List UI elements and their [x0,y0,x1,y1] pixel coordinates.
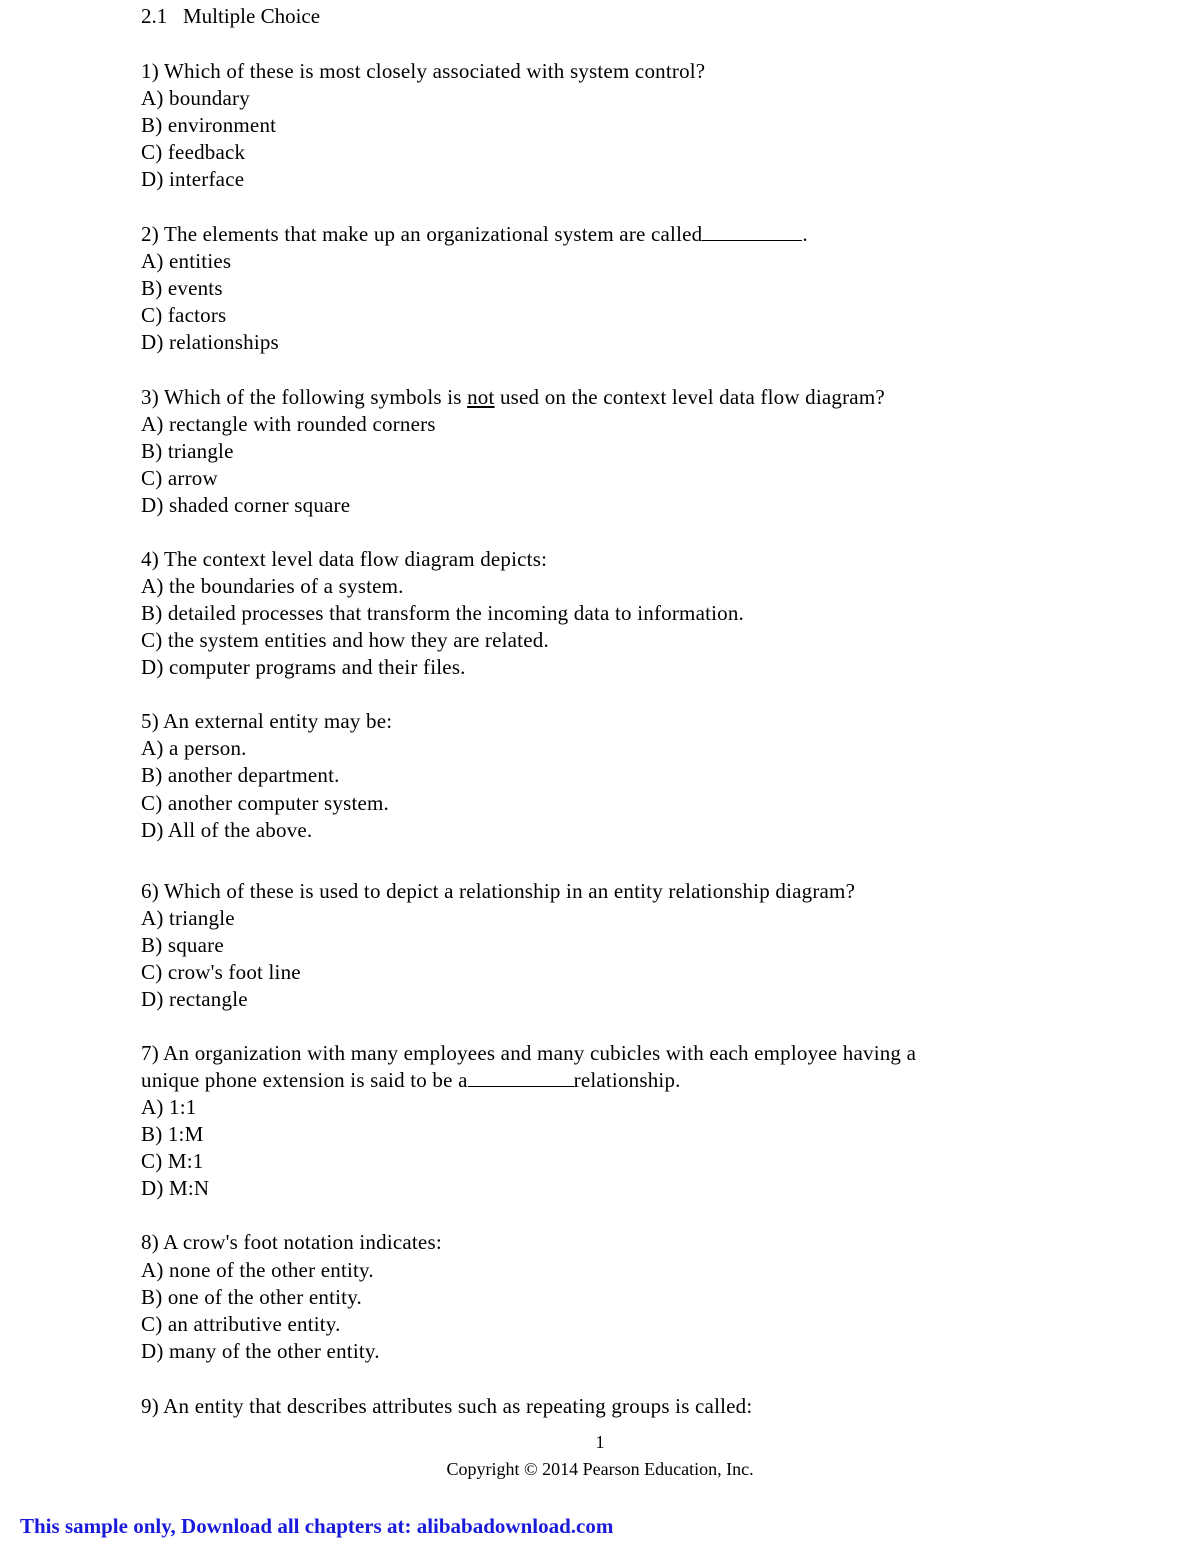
question-6-stem: 6) Which of these is used to depict a relationship in an entity relationship diagram? [141,879,856,903]
download-link[interactable]: This sample only, Download all chapters at: alibabadownload.com [20,1514,614,1538]
question-1-option-a: A) boundary [141,86,250,110]
question-4-option-a: A) the boundaries of a system. [141,574,404,598]
question-8-option-d: D) many of the other entity. [141,1339,380,1363]
question-8-option-a: A) none of the other entity. [141,1258,374,1282]
question-8-option-c: C) an attributive entity. [141,1312,341,1336]
question-2-option-a: A) entities [141,249,232,273]
question-2-stem [141,221,808,247]
question-4-option-c: C) the system entities and how they are related. [141,628,549,652]
question-7-option-c: C) M:1 [141,1149,204,1173]
question-1-option-c: C) feedback [141,140,246,164]
page-number: 1 [595,1432,605,1452]
question-7-option-d: D) M:N [141,1176,210,1200]
copyright-notice: Copyright © 2014 Pearson Education, Inc. [446,1459,754,1479]
question-7-stem-line1: 7) An organization with many employees and many cubicles with each employee having a [141,1041,917,1065]
question-3-stem-text: 3) Which of the following symbols is [141,385,468,409]
question-5-option-b: B) another department. [141,763,340,787]
question-2-option-b: B) events [141,276,223,300]
question-2-stem-end: . [802,222,808,246]
question-3-option-d: D) shaded corner square [141,493,351,517]
question-6-option-d: D) rectangle [141,987,248,1011]
question-3-stem [141,384,885,410]
question-7-stem-text: unique phone extension is said to be a [141,1068,468,1092]
question-3-option-c: C) arrow [141,466,218,490]
question-2-stem-text: 2) The elements that make up an organizational system are called [141,222,703,246]
section-title: 2.1 Multiple Choice [141,4,321,28]
question-3-emphasis: not [467,385,495,409]
question-6-option-a: A) triangle [141,906,235,930]
question-1-stem: 1) Which of these is most closely associated with system control? [141,59,706,83]
question-4-option-b: B) detailed processes that transform the incoming data to information. [141,601,745,625]
question-5-option-d: D) All of the above. [141,818,313,842]
question-4-option-d: D) computer programs and their files. [141,655,466,679]
question-5-option-c: C) another computer system. [141,791,390,815]
question-7-stem-line2 [141,1067,681,1093]
question-8-stem: 8) A crow's foot notation indicates: [141,1230,442,1254]
question-9-stem: 9) An entity that describes attributes such as repeating groups is called: [141,1394,753,1418]
question-6-option-c: C) crow's foot line [141,960,301,984]
question-2-option-c: C) factors [141,303,227,327]
question-7-stem-end: relationship. [573,1068,681,1092]
question-2-option-d: D) relationships [141,330,279,354]
question-8-option-b: B) one of the other entity. [141,1285,362,1309]
fill-in-blank [702,222,802,241]
question-5-stem: 5) An external entity may be: [141,709,393,733]
question-6-option-b: B) square [141,933,224,957]
question-7-option-b: B) 1:M [141,1122,204,1146]
fill-in-blank [468,1068,574,1087]
question-3-stem-end: used on the context level data flow diagram? [494,385,885,409]
question-1-option-d: D) interface [141,167,245,191]
question-1-option-b: B) environment [141,113,277,137]
question-3-option-a: A) rectangle with rounded corners [141,412,436,436]
question-3-option-b: B) triangle [141,439,234,463]
question-4-stem: 4) The context level data flow diagram depicts: [141,547,548,571]
question-7-option-a: A) 1:1 [141,1095,197,1119]
question-5-option-a: A) a person. [141,736,247,760]
